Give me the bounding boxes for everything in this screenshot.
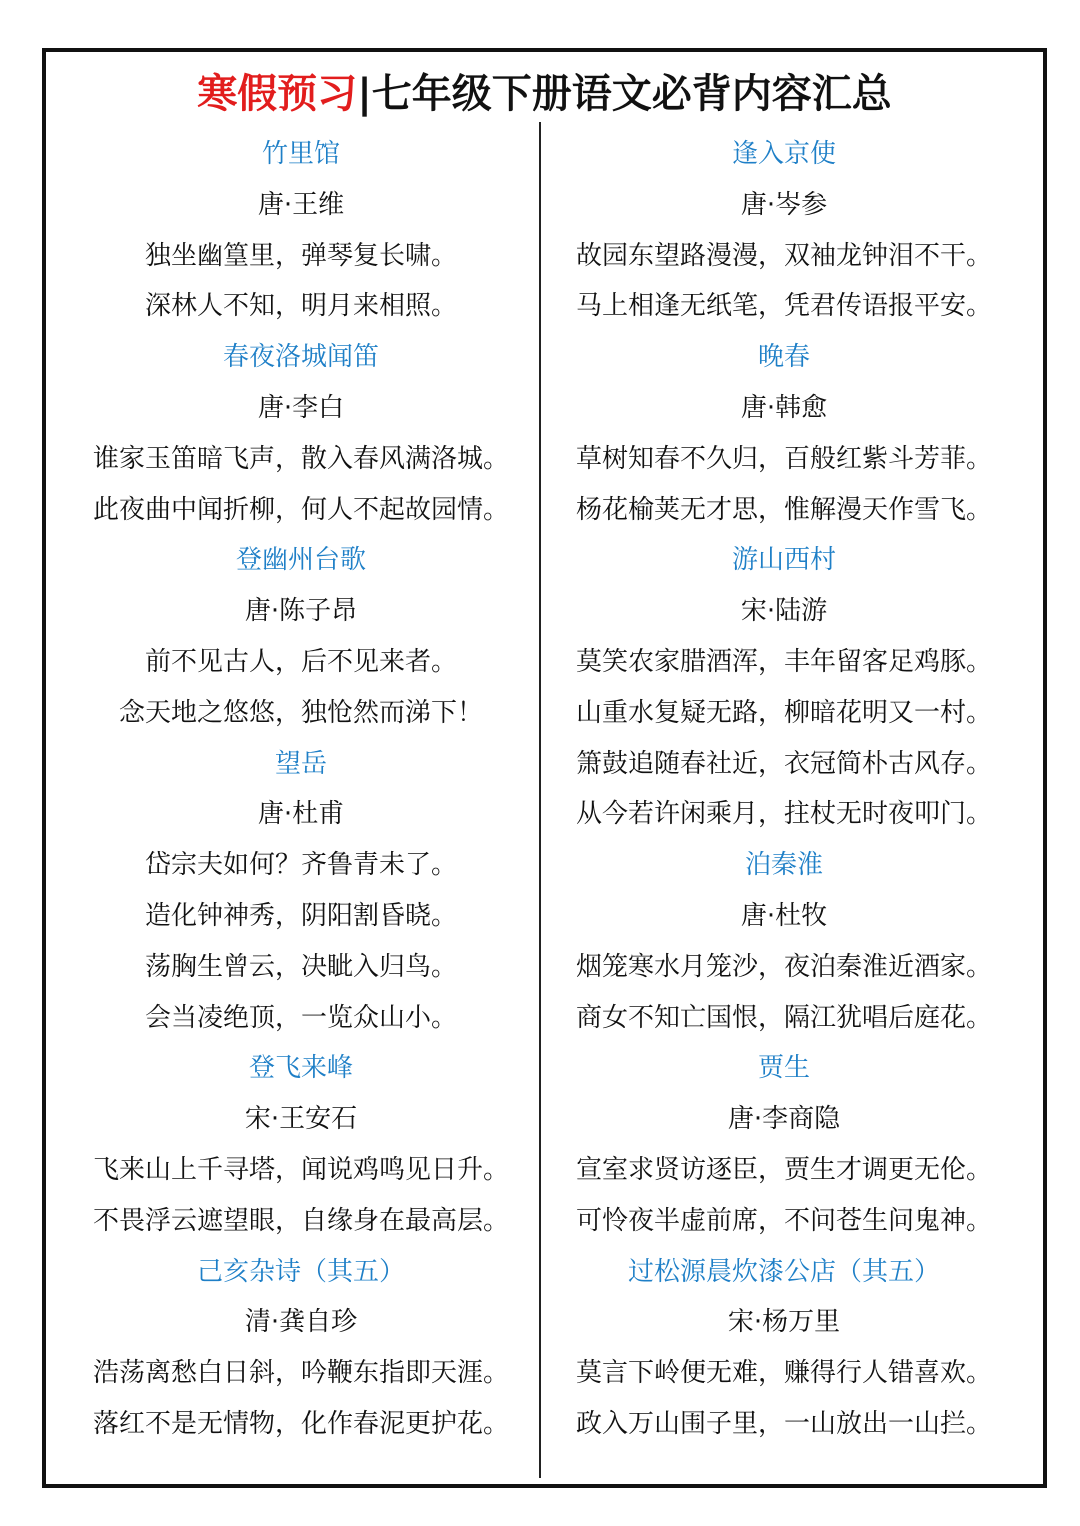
poem-line: 宣室求贤访逐臣，贾生才调更无伦。 (575, 1154, 992, 1185)
poem-block (56, 535, 546, 738)
poem-line: 不畏浮云遮望眼，自缘身在最高层。 (92, 1205, 509, 1236)
poem-line: 商女不知亡国恨，隔江犹唱后庭花。 (575, 1002, 992, 1033)
poem-title: 登幽州台歌 (235, 545, 366, 576)
poem-block (56, 129, 546, 332)
poem-line: 造化钟神秀，阴阳割昏晓。 (144, 900, 457, 931)
poem-block (549, 840, 1019, 1043)
left-column (56, 129, 546, 1450)
poem-author: 唐·陈子昂 (244, 596, 358, 627)
poem-author: 宋·王安石 (244, 1104, 358, 1135)
poem-line: 荡胸生曾云，决眦入归鸟。 (144, 951, 457, 982)
poem-author: 宋·杨万里 (727, 1307, 841, 1338)
poem-title: 逢入京使 (731, 139, 836, 169)
poem-line: 故园东望路漫漫，双袖龙钟泪不干。 (575, 240, 992, 271)
poem-title: 望岳 (274, 748, 327, 779)
poem-title: 贾生 (757, 1053, 810, 1084)
poem-block (56, 332, 546, 535)
poem-title: 游山西村 (731, 545, 836, 576)
poem-block (549, 1043, 1019, 1246)
poem-author: 唐·李商隐 (727, 1104, 841, 1135)
title-separator: | (357, 71, 372, 117)
title-highlight: 寒假预习 (197, 71, 358, 117)
poem-title: 过松源晨炊漆公店（其五） (627, 1256, 940, 1287)
poem-line: 独坐幽篁里，弹琴复长啸。 (144, 240, 457, 271)
poem-title: 己亥杂诗（其五） (196, 1256, 405, 1287)
poem-line: 政入万山围子里，一山放出一山拦。 (575, 1408, 992, 1439)
poem-block (56, 739, 546, 1044)
poem-line: 谁家玉笛暗飞声，散入春风满洛城。 (92, 443, 509, 474)
poem-author: 唐·岑参 (740, 189, 828, 220)
poem-author: 唐·杜牧 (740, 900, 828, 931)
poem-line: 马上相逢无纸笔，凭君传语报平安。 (575, 291, 992, 322)
poem-author: 唐·杜甫 (257, 799, 345, 830)
poem-block (549, 1247, 1019, 1450)
poem-block (549, 535, 1019, 840)
poem-author: 唐·王维 (257, 189, 345, 220)
poem-title: 竹里馆 (261, 139, 340, 169)
poem-block (549, 129, 1019, 332)
poem-author: 唐·韩愈 (740, 392, 828, 423)
poem-title: 登飞来峰 (248, 1053, 353, 1084)
poem-line: 岱宗夫如何？齐鲁青未了。 (144, 850, 457, 881)
poem-author: 宋·陆游 (740, 596, 828, 627)
poem-line: 前不见古人，后不见来者。 (144, 646, 457, 677)
poem-title: 晚春 (757, 342, 810, 373)
poem-line: 会当凌绝顶，一览众山小。 (144, 1002, 457, 1033)
poem-line: 山重水复疑无路，柳暗花明又一村。 (575, 697, 992, 728)
poem-line: 此夜曲中闻折柳，何人不起故园情。 (92, 494, 509, 525)
page-frame (42, 48, 1047, 1488)
poem-line: 杨花榆荚无才思，惟解漫天作雪飞。 (575, 494, 992, 525)
poem-block (56, 1043, 546, 1246)
poem-line: 莫笑农家腊酒浑，丰年留客足鸡豚。 (575, 646, 992, 677)
poem-line: 莫言下岭便无难，赚得行人错喜欢。 (575, 1358, 992, 1389)
poem-author: 清·龚自珍 (244, 1307, 358, 1338)
poem-title: 春夜洛城闻笛 (222, 342, 379, 373)
right-column (549, 129, 1019, 1450)
poem-block (56, 1247, 546, 1450)
poem-line: 烟笼寒水月笼沙，夜泊秦淮近酒家。 (575, 951, 992, 982)
poem-block (549, 332, 1019, 535)
poem-line: 浩荡离愁白日斜，吟鞭东指即天涯。 (92, 1358, 509, 1389)
poem-line: 可怜夜半虚前席，不问苍生问鬼神。 (575, 1205, 992, 1236)
poem-line: 飞来山上千寻塔，闻说鸡鸣见日升。 (92, 1154, 509, 1185)
poem-line: 箫鼓追随春社近，衣冠简朴古风存。 (575, 748, 992, 779)
title-main: 七年级下册语文必背内容汇总 (371, 71, 892, 117)
poem-line: 从今若许闲乘月，拄杖无时夜叩门。 (575, 799, 992, 830)
page-title (46, 70, 1043, 118)
poem-line: 念天地之悠悠，独怆然而涕下！ (118, 697, 483, 728)
poem-line: 深林人不知，明月来相照。 (144, 291, 457, 322)
poem-line: 落红不是无情物，化作春泥更护花。 (92, 1408, 509, 1439)
poem-line: 草树知春不久归，百般红紫斗芳菲。 (575, 443, 992, 474)
poem-title: 泊秦淮 (744, 850, 823, 881)
poem-author: 唐·李白 (257, 392, 345, 423)
